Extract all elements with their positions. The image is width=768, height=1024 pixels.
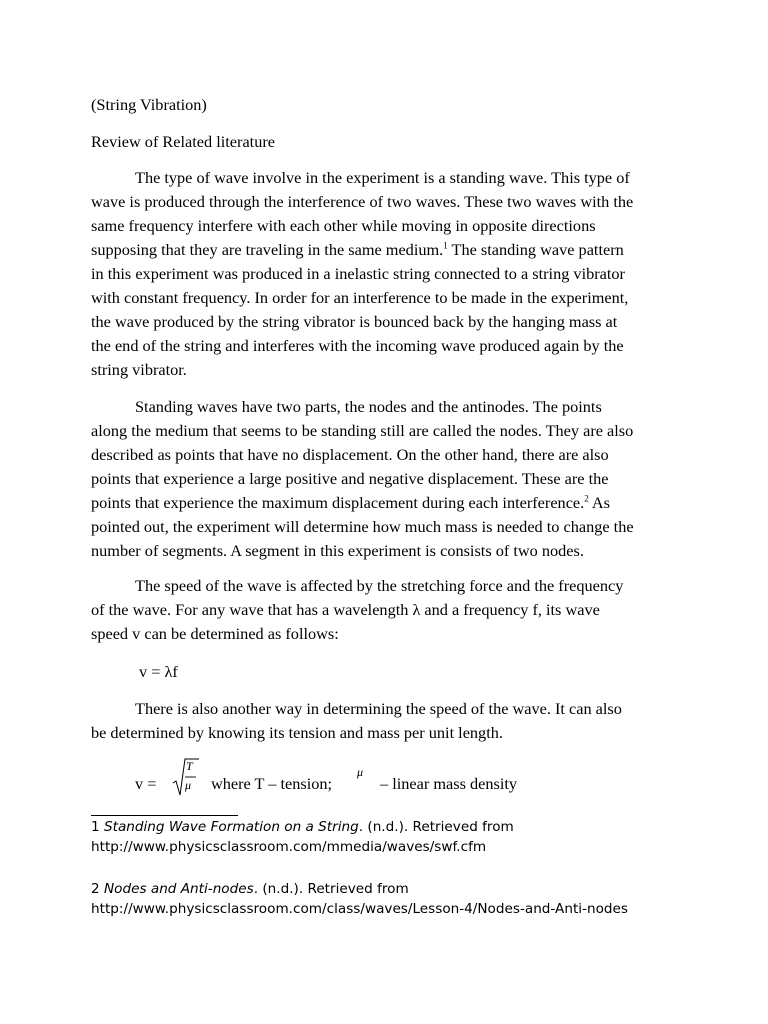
text-line: The type of wave involve in the experiment is a standing wave. This type of (135, 168, 630, 187)
text-line: The speed of the wave is affected by the stretching force and the frequency (135, 576, 624, 595)
formula-wave-speed: v = λf (139, 662, 178, 681)
mu-symbol: μ (357, 765, 364, 779)
text-line: the wave produced by the string vibrator is bounced back by the hanging mass at (91, 312, 618, 331)
text-line: supposing that they are traveling in the same medium.$^1$ The standing wave pattern (91, 240, 624, 259)
paragraph-2 (91, 395, 691, 563)
footnote-url: http://www.physicsclassroom.com/class/waves/Lesson-4/Nodes-and-Anti-nodes (91, 901, 628, 917)
footnote-number: 2 (91, 881, 100, 897)
text-line: points that experience the maximum displacement during each interference.$^2$ As (91, 493, 610, 512)
text-line: speed v can be determined as follows: (91, 624, 339, 643)
formula-lhs: v = (135, 774, 157, 793)
footnote-number: 1 (91, 819, 100, 835)
section-heading: Review of Related literature (91, 132, 275, 151)
text-line: in this experiment was produced in a inelastic string connected to a string vibrator (91, 264, 625, 283)
paragraph-1 (91, 166, 691, 382)
text-line: along the medium that seems to be standing still are called the nodes. They are also (91, 421, 634, 440)
text-line: described as points that have no displacement. On the other hand, there are also (91, 445, 609, 464)
text-line: of the wave. For any wave that has a wavelength λ and a frequency f, its wave (91, 600, 600, 619)
footnote-url: http://www.physicsclassroom.com/mmedia/waves/swf.cfm (91, 839, 487, 855)
text-line: string vibrator. (91, 360, 187, 379)
paragraph-3 (91, 574, 691, 646)
footnote-2: 2 Nodes and Anti-nodes. (n.d.). Retrieved from http://www.physicsclassroom.com/class/waves/Lesson-4/Nodes-and-Anti-nodes (91, 879, 731, 919)
text-line: same frequency interfere with each other while moving in opposite directions (91, 216, 596, 235)
paragraph-4 (91, 697, 691, 745)
text-line: with constant frequency. In order for an interference to be made in the experiment, (91, 288, 629, 307)
formula-where-text: where T – tension; (211, 774, 333, 793)
text-line: There is also another way in determining the speed of the wave. It can also (135, 699, 622, 718)
footnote-title: Nodes and Anti-nodes (103, 881, 254, 897)
document-title: (String Vibration) (91, 95, 207, 114)
footnote-separator (91, 815, 238, 816)
footnote-1: 1 Standing Wave Formation on a String. (n.d.). Retrieved from http://www.physicsclassroom.com/mmedia/waves/swf.cfm (91, 817, 731, 857)
text-line: number of segments. A segment in this experiment is consists of two nodes. (91, 541, 584, 560)
formula-mu-description: – linear mass density (380, 774, 518, 793)
text-line: be determined by knowing its tension and mass per unit length. (91, 723, 503, 742)
text-line: pointed out, the experiment will determine how much mass is needed to change the (91, 517, 634, 536)
formula-numerator: T (186, 759, 193, 773)
footnote-ref-2: 2 (584, 493, 589, 504)
text-line: Standing waves have two parts, the nodes and the antinodes. The points (135, 397, 602, 416)
text-line: points that experience a large positive and negative displacement. These are the (91, 469, 609, 488)
text-line: the end of the string and interferes with the incoming wave produced again by the (91, 336, 624, 355)
footnote-title: Standing Wave Formation on a String (103, 819, 359, 835)
text-line: wave is produced through the interference of two waves. These two waves with the (91, 192, 634, 211)
formula-denominator: μ (185, 778, 192, 792)
footnote-ref-1: 1 (443, 240, 448, 251)
